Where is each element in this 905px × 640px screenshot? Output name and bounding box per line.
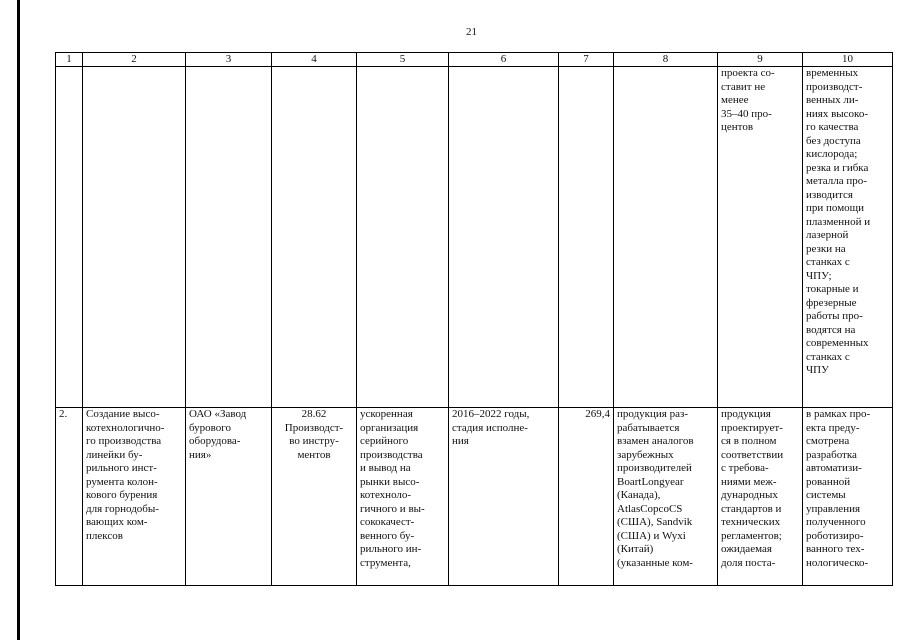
- cell-period: [449, 67, 559, 408]
- col-header-8: 8: [614, 53, 718, 67]
- cell-number: [56, 67, 83, 408]
- cell-technology: временных производст- венных ли- ниях высоко- го качества без доступа кислорода; резка и гибка металла про- изводится при помощи плазменной и лазерной резки на станках с ЧПУ; токарные и фрезерные работы про- водятся на современных станках с ЧПУ: [803, 67, 893, 408]
- col-header-4: 4: [272, 53, 357, 67]
- cell-goal: [357, 67, 449, 408]
- table-row: [56, 67, 893, 408]
- cell-goal: ускоренная организация серийного производства и вывод на рынки высо- котехноло- гичного и вы- сококачест- венного бу- рильного ин- струмента,: [357, 408, 449, 586]
- cell-project-name: Создание высо- котехнологично- го производства линейки бу- рильного инст- румента колон- кового бурения для горнодобы- вающих ком- плексов: [83, 408, 186, 586]
- cell-activity-code: 28.62 Производст- во инстру- ментов: [272, 408, 357, 586]
- col-header-6: 6: [449, 53, 559, 67]
- cell-number: 2.: [56, 408, 83, 586]
- col-header-10: 10: [803, 53, 893, 67]
- col-header-1: 1: [56, 53, 83, 67]
- cell-period: 2016–2022 годы, стадия исполне- ния: [449, 408, 559, 586]
- cell-project-name: [83, 67, 186, 408]
- col-header-5: 5: [357, 53, 449, 67]
- col-header-3: 3: [186, 53, 272, 67]
- header-row: [56, 53, 893, 67]
- table-row: [56, 408, 893, 586]
- cell-standards: проекта со- ставит не менее 35–40 про- центов: [718, 67, 803, 408]
- cell-activity-code: [272, 67, 357, 408]
- col-header-2: 2: [83, 53, 186, 67]
- scan-margin-line: [17, 0, 20, 640]
- cell-organization: [186, 67, 272, 408]
- cell-analogs: продукция раз- рабатывается взамен аналогов зарубежных производителей BoartLongyear (Канада), AtlasCopcoCS (США), Sandvik (США) и Wyxi (Китай) (указанные ком-: [614, 408, 718, 586]
- cell-technology: в рамках про- екта преду- смотрена разработка автоматизи- рованной системы управления полученного роботизиро- ванного тех- нологическо-: [803, 408, 893, 586]
- cell-standards: продукция проектирует- ся в полном соответствии с требова- ниями меж- дународных стандартов и технических регламентов; ожидаемая доля поста-: [718, 408, 803, 586]
- cell-organization: ОАО «Завод бурового оборудова- ния»: [186, 408, 272, 586]
- page-number: 21: [466, 26, 477, 38]
- data-table: [55, 52, 893, 586]
- cell-amount: [559, 67, 614, 408]
- cell-amount: 269,4: [559, 408, 614, 586]
- col-header-9: 9: [718, 53, 803, 67]
- col-header-7: 7: [559, 53, 614, 67]
- cell-analogs: [614, 67, 718, 408]
